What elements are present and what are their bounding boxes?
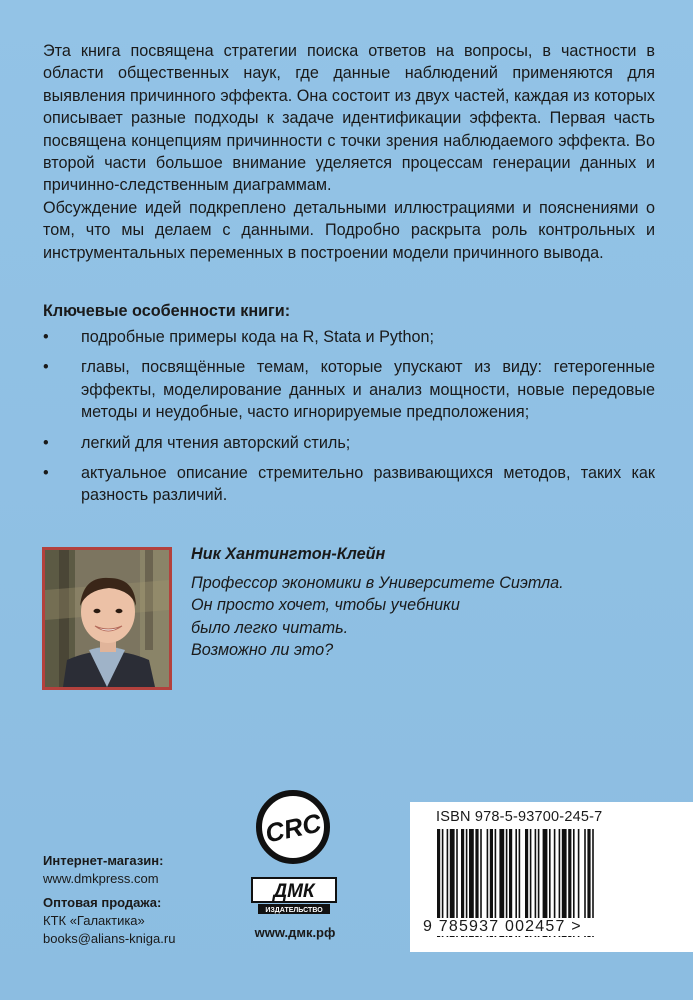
- dmk-logo-subtext: ИЗДАТЕЛЬСТВО: [265, 907, 323, 914]
- crc-logo-text: CRC: [262, 807, 324, 849]
- wholesale-name: КТК «Галактика»: [43, 913, 145, 928]
- crc-logo: [253, 787, 333, 867]
- dmk-url[interactable]: www.дмк.рф: [254, 925, 336, 940]
- author-bio-line: было легко читать.: [191, 618, 349, 637]
- list-item: [43, 462, 655, 507]
- wholesale-email[interactable]: books@alians-kniga.ru: [43, 931, 176, 946]
- list-item-text: легкий для чтения авторский стиль;: [81, 433, 351, 452]
- list-item: [43, 326, 655, 348]
- isbn-label: ISBN 978-5-93700-245-7: [436, 809, 603, 825]
- list-item-text: подробные примеры кода на R, Stata и Python;: [81, 328, 434, 346]
- bullet-icon: •: [43, 328, 49, 346]
- author-portrait-image: [45, 550, 169, 687]
- author-bio-line: Профессор экономики в Университете Сиэтла.: [191, 574, 564, 592]
- intro-text: [43, 40, 655, 264]
- bullet-icon: •: [43, 464, 49, 483]
- author-photo: [42, 547, 172, 690]
- dmk-logo-text: ДМК: [273, 881, 315, 902]
- wholesale-label: Оптовая продажа:: [43, 895, 162, 910]
- intro-paragraph-1: Эта книга посвящена стратегии поиска ответов на вопросы, в частности в области общественных наук, где данные наблюдений применяются для выявления причинного эффекта. Она состоит из двух частей, каждая из которых описывает разные подходы к задаче идентификации эффекта. Первая часть посвящена концепциям причинности с точки зрения наблюдаемого эффекта. Во второй части большое внимание уделяется процессам генерации данных и причинно-следственным диаграммам.: [43, 42, 655, 195]
- features-heading: Ключевые особенности книги:: [43, 302, 291, 320]
- bullet-icon: •: [43, 358, 49, 377]
- author-bio: [191, 572, 611, 662]
- features-list: [43, 326, 655, 515]
- author-name: Ник Хантингтон-Клейн: [191, 545, 386, 563]
- dmk-logo: [248, 870, 340, 920]
- intro-paragraph-2: Обсуждение идей подкреплено детальными иллюстрациями и пояснениями о том, что мы делаем с данными. Подробно раскрыта роль контрольных и инструментальных переменных в построении модели причинного вывода.: [43, 198, 655, 262]
- list-item: [43, 432, 655, 454]
- list-item-text: главы, посвящённые темам, которые упускают из виду: гетерогенные эффекты, моделирование данных и анализ мощности, новые передовые методы и неудобные, часто игнорируемые предположения;: [81, 358, 655, 422]
- barcode-digits: 9 785937 002457 >: [423, 918, 688, 936]
- online-shop-url[interactable]: www.dmkpress.com: [43, 871, 159, 886]
- list-item: [43, 356, 655, 423]
- bullet-icon: •: [43, 433, 49, 452]
- shop-info: [43, 852, 175, 948]
- list-item-text: актуальное описание стремительно развивающихся методов, таких как разность различий.: [81, 464, 655, 505]
- author-bio-line: Он просто хочет, чтобы учебники: [191, 596, 460, 615]
- author-bio-line: Возможно ли это?: [191, 641, 334, 660]
- online-shop-label: Интернет-магазин:: [43, 853, 164, 868]
